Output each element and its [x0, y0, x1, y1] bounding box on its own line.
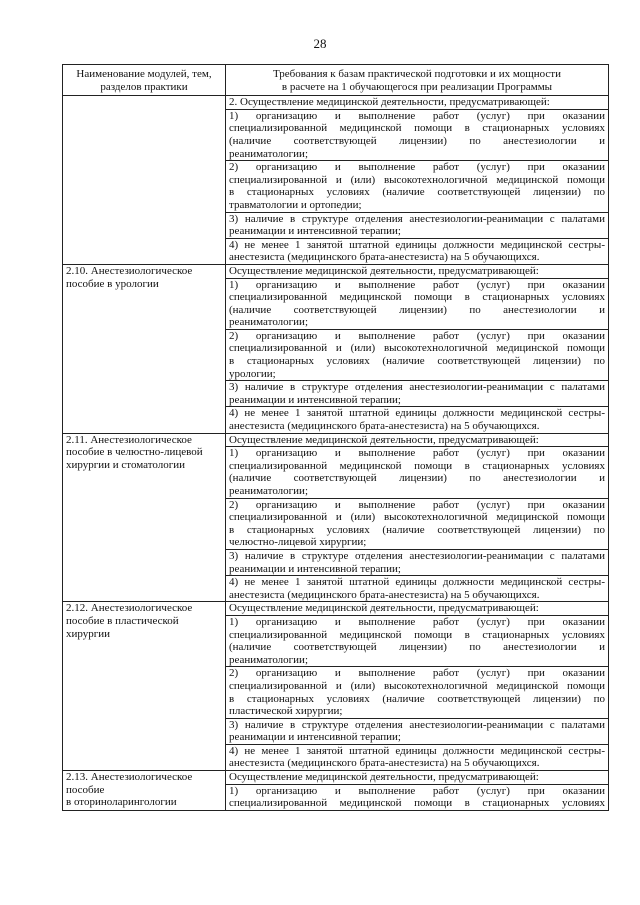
requirement-line: 3) наличие в структуре отделения анестезиологии-реанимации с палатами	[229, 718, 605, 731]
requirement-paragraph	[226, 784, 608, 810]
requirement-line: специализированной и (или) высокотехнологичной медицинской помощи	[229, 511, 605, 524]
requirement-paragraph	[226, 160, 608, 211]
requirement-line: специализированной медицинской помощи в стационарных условиях	[229, 628, 605, 641]
requirement-line: 3) наличие в структуре отделения анестезиологии-реанимации с палатами	[229, 212, 605, 225]
topic-line: хирургии	[66, 627, 111, 640]
requirement-paragraph	[229, 265, 605, 278]
requirements-table	[62, 64, 609, 811]
requirement-line: 1) организацию и выполнение работ (услуг) при оказании	[229, 109, 605, 122]
header-modules	[63, 65, 226, 96]
requirement-line: специализированной медицинской помощи в стационарных условиях	[229, 122, 605, 135]
requirement-line: реаниматологии;	[229, 147, 309, 160]
requirement-line: специализированной медицинской помощи в стационарных условиях	[229, 459, 605, 472]
topic-line: пособие в пластической	[66, 614, 179, 627]
requirement-line: 2) организацию и выполнение работ (услуг) при оказании	[229, 161, 605, 174]
requirement-paragraph	[226, 109, 608, 160]
requirement-paragraph	[226, 666, 608, 717]
requirement-line: (наличие соответствующей лицензии) по анестезиологии и	[229, 641, 605, 654]
requirement-line: 3) наличие в структуре отделения анестезиологии-реанимации с палатами	[229, 549, 605, 562]
requirement-line: 3) наличие в структуре отделения анестезиологии-реанимации с палатами	[229, 381, 605, 394]
requirement-line: урологии;	[229, 367, 276, 380]
requirement-line: в стационарных условиях (наличие соответствующей лицензии) по	[229, 523, 605, 536]
requirement-line: (наличие соответствующей лицензии) по анестезиологии и	[229, 134, 605, 147]
module-topic-cell	[63, 433, 226, 602]
requirement-line: в стационарных условиях (наличие соответствующей лицензии) по	[229, 692, 605, 705]
requirement-paragraph	[226, 549, 608, 575]
topic-line: пособие в урологии	[66, 277, 159, 290]
topic-line: 2.10. Анестезиологическое	[66, 264, 193, 277]
topic-line: 2.12. Анестезиологическое	[66, 602, 193, 615]
requirement-line: реанимации и интенсивной терапии;	[229, 562, 401, 575]
requirement-line: специализированной и (или) высокотехнологичной медицинской помощи	[229, 342, 605, 355]
header-line: в расчете на 1 обучающегося при реализации Программы	[281, 80, 553, 93]
requirement-line: в стационарных условиях (наличие соответствующей лицензии) по	[229, 186, 605, 199]
topic-line: в оториноларингологии	[66, 796, 177, 809]
topic-line: 2.13. Анестезиологическое	[66, 771, 193, 784]
requirement-line: анестезиста (медицинского брата-анестезиста) на 5 обучающихся.	[229, 251, 540, 264]
requirements-cell	[226, 264, 609, 433]
requirement-paragraph	[229, 96, 605, 109]
requirement-line: 1) организацию и выполнение работ (услуг) при оказании	[229, 278, 605, 291]
requirement-line: челюстно-лицевой хирургии;	[229, 536, 367, 549]
requirement-line: пластической хирургии;	[229, 705, 343, 718]
requirement-line: 4) не менее 1 занятой штатной единицы должности медицинской сестры-	[229, 238, 605, 251]
table-row	[63, 264, 609, 433]
requirement-line: 2. Осуществление медицинской деятельности, предусматривающей:	[229, 96, 550, 109]
requirement-line: реаниматологии;	[229, 653, 309, 666]
requirement-line: Осуществление медицинской деятельности, предусматривающей:	[229, 264, 539, 277]
table-row	[63, 433, 609, 602]
requirements-cell	[226, 433, 609, 602]
requirement-paragraph	[229, 602, 605, 615]
requirement-line: специализированной медицинской помощи в стационарных условиях	[229, 291, 605, 304]
module-topic-cell	[63, 264, 226, 433]
table-header-row	[63, 65, 609, 96]
requirement-line: 2) организацию и выполнение работ (услуг) при оказании	[229, 667, 605, 680]
requirement-line: специализированной медицинской помощи в стационарных условиях	[229, 797, 605, 810]
requirements-cell	[226, 771, 609, 811]
requirement-paragraph	[226, 238, 608, 264]
header-line: Требования к базам практической подготовки и их мощности	[273, 68, 561, 80]
requirement-paragraph	[226, 406, 608, 432]
requirement-line: анестезиста (медицинского брата-анестезиста) на 5 обучающихся.	[229, 420, 540, 433]
requirement-line: анестезиста (медицинского брата-анестезиста) на 5 обучающихся.	[229, 588, 540, 601]
requirement-line: реаниматологии;	[229, 485, 309, 497]
requirements-cell	[226, 602, 609, 771]
table-row	[63, 602, 609, 771]
requirement-paragraph	[226, 212, 608, 238]
requirement-line: 4) не менее 1 занятой штатной единицы должности медицинской сестры-	[229, 576, 605, 589]
topic-line: 2.11. Анестезиологическое	[66, 433, 192, 446]
requirement-paragraph	[226, 718, 608, 744]
header-line: Наименование модулей, тем,	[76, 68, 212, 80]
requirement-paragraph	[226, 575, 608, 601]
requirement-line: 4) не менее 1 занятой штатной единицы должности медицинской сестры-	[229, 407, 605, 420]
requirement-line: (наличие соответствующей лицензии) по анестезиологии и	[229, 303, 605, 316]
requirement-paragraph	[226, 329, 608, 380]
header-requirements	[226, 65, 609, 96]
topic-line: пособие в челюстно-лицевой	[66, 446, 203, 459]
requirement-line: Осуществление медицинской деятельности, предусматривающей:	[229, 602, 539, 615]
table-row	[63, 771, 609, 811]
topic-line: хирургии и стоматологии	[66, 458, 186, 471]
requirement-line: 1) организацию и выполнение работ (услуг) при оказании	[229, 615, 605, 628]
requirement-paragraph	[226, 498, 608, 549]
requirement-line: 2) организацию и выполнение работ (услуг) при оказании	[229, 498, 605, 511]
requirement-line: 1) организацию и выполнение работ (услуг) при оказании	[229, 447, 605, 460]
requirements-cell	[226, 96, 609, 265]
requirement-line: реанимации и интенсивной терапии;	[229, 393, 401, 406]
requirement-line: 4) не менее 1 занятой штатной единицы должности медицинской сестры-	[229, 744, 605, 757]
requirement-paragraph	[226, 278, 608, 329]
requirement-line: травматологии и ортопедии;	[229, 198, 362, 211]
requirement-paragraph	[229, 434, 605, 447]
requirement-line: (наличие соответствующей лицензии) по анестезиологии и	[229, 472, 605, 485]
requirement-paragraph	[226, 446, 608, 497]
table-row	[63, 96, 609, 265]
topic-line: пособие	[66, 783, 105, 796]
requirement-paragraph	[226, 380, 608, 406]
requirement-line: анестезиста (медицинского брата-анестезиста) на 5 обучающихся.	[229, 757, 540, 770]
requirement-line: реанимации и интенсивной терапии;	[229, 731, 401, 744]
requirement-paragraph	[226, 615, 608, 666]
requirement-line: Осуществление медицинской деятельности, предусматривающей:	[229, 433, 539, 446]
requirement-line: 2) организацию и выполнение работ (услуг) при оказании	[229, 329, 605, 342]
requirement-paragraph	[226, 744, 608, 770]
module-topic-cell	[63, 771, 226, 811]
requirement-line: специализированной и (или) высокотехнологичной медицинской помощи	[229, 679, 605, 692]
header-line: разделов практики	[100, 80, 188, 93]
requirement-line: специализированной и (или) высокотехнологичной медицинской помощи	[229, 173, 605, 186]
module-topic-cell	[63, 96, 226, 265]
requirement-line: реанимации и интенсивной терапии;	[229, 225, 401, 238]
requirement-line: 1) организацию и выполнение работ (услуг) при оказании	[229, 784, 605, 797]
requirement-line: в стационарных условиях (наличие соответствующей лицензии) по	[229, 355, 605, 368]
module-topic-cell	[63, 602, 226, 771]
requirement-paragraph	[229, 771, 605, 784]
requirement-line: реаниматологии;	[229, 316, 309, 329]
requirement-line: Осуществление медицинской деятельности, предусматривающей:	[229, 771, 539, 784]
page-number: 28	[313, 36, 327, 51]
